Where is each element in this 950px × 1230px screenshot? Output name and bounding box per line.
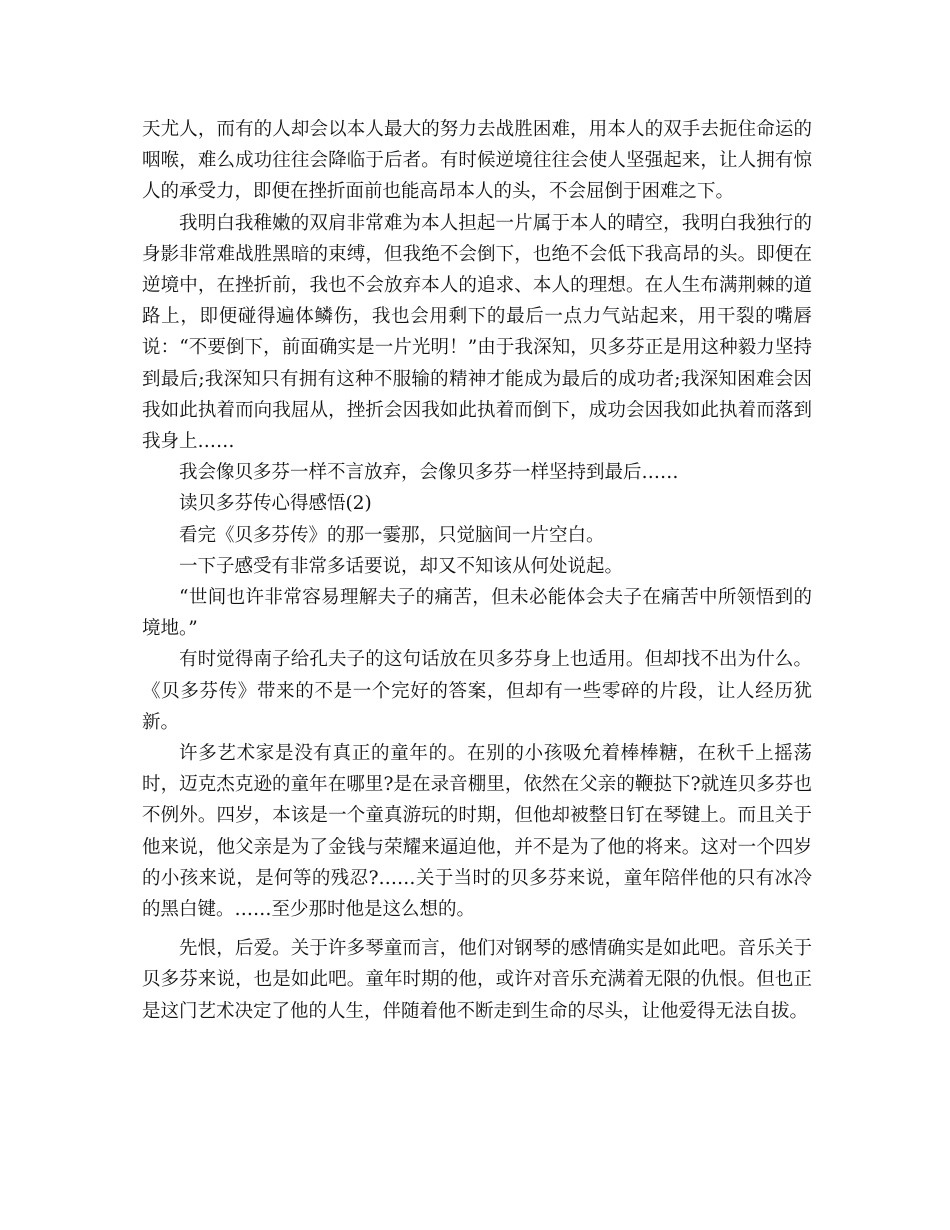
paragraph: 有时觉得南子给孔夫子的这句话放在贝多芬身上也适用。但却找不出为什么。《贝多芬传》带来的不是一个完好的答案，但却有一些零碎的片段，让人经历犹新。 — [142, 649, 812, 733]
paragraph: 一下子感受有非常多话要说，却又不知该从何处说起。 — [179, 555, 624, 577]
quote-paragraph: “世间也许非常容易理解夫子的痛苦，但未必能体会夫子在痛苦中所领悟到的境地。” — [142, 587, 812, 640]
paragraph: 我会像贝多芬一样不言放弃，会像贝多芬一样坚持到最后…… — [179, 462, 679, 484]
paragraph: 天尤人，而有的人却会以本人最大的努力去战胜困难，用本人的双手去扼住命运的咽喉，难么成功往往会降临于后者。有时候逆境往往会使人坚强起来，让人拥有惊人的承受力，即便在挫折面前也能高昂本人的头，不会屈倒于困难之下。 — [142, 119, 812, 203]
paragraph: 许多艺术家是没有真正的童年的。在别的小孩吸允着棒棒糖，在秋千上摇荡时，迈克杰克逊的童年在哪里?是在录音棚里，依然在父亲的鞭挞下?就连贝多芬也不例外。四岁，本该是一个童真游玩的时期，但他却被整日钉在琴键上。而且关于他来说，他父亲是为了金钱与荣耀来逼迫他，并不是为了他的将来。这对一个四岁的小孩来说，是何等的残忍?……关于当时的贝多芬来说，童年陪伴他的只有冰冷的黑白键。……至少那时他是这么想的。 — [142, 743, 812, 921]
paragraph: 先恨，后爱。关于许多琴童而言，他们对钢琴的感情确实是如此吧。音乐关于贝多芬来说，也是如此吧。童年时期的他，或许对音乐充满着无限的仇恨。但也正是这门艺术决定了他的人生，伴随着他不断走到生命的尽头，让他爱得无法自拔。 — [142, 938, 812, 1022]
section-heading: 读贝多芬传心得感悟(2) — [179, 493, 372, 515]
paragraph: 看完《贝多芬传》的那一霎那，只觉脑间一片空白。 — [179, 524, 605, 546]
document-body — [142, 114, 812, 1027]
paragraph: 我明白我稚嫩的双肩非常难为本人担起一片属于本人的晴空，我明白我独行的身影非常难战胜黑暗的束缚，但我绝不会倒下，也绝不会低下我高昂的头。即便在逆境中，在挫折前，我也不会放弃本人的追求、本人的理想。在人生布满荆棘的道路上，即便碰得遍体鳞伤，我也会用剩下的最后一点力气站起来，用干裂的嘴唇说：“不要倒下，前面确实是一片光明！”由于我深知，贝多芬正是用这种毅力坚持到最后;我深知只有拥有这种不服输的精神才能成为最后的成功者;我深知困难会因我如此执着而向我屈从，挫折会因我如此执着而倒下，成功会因我如此执着而落到我身上…… — [142, 212, 812, 453]
